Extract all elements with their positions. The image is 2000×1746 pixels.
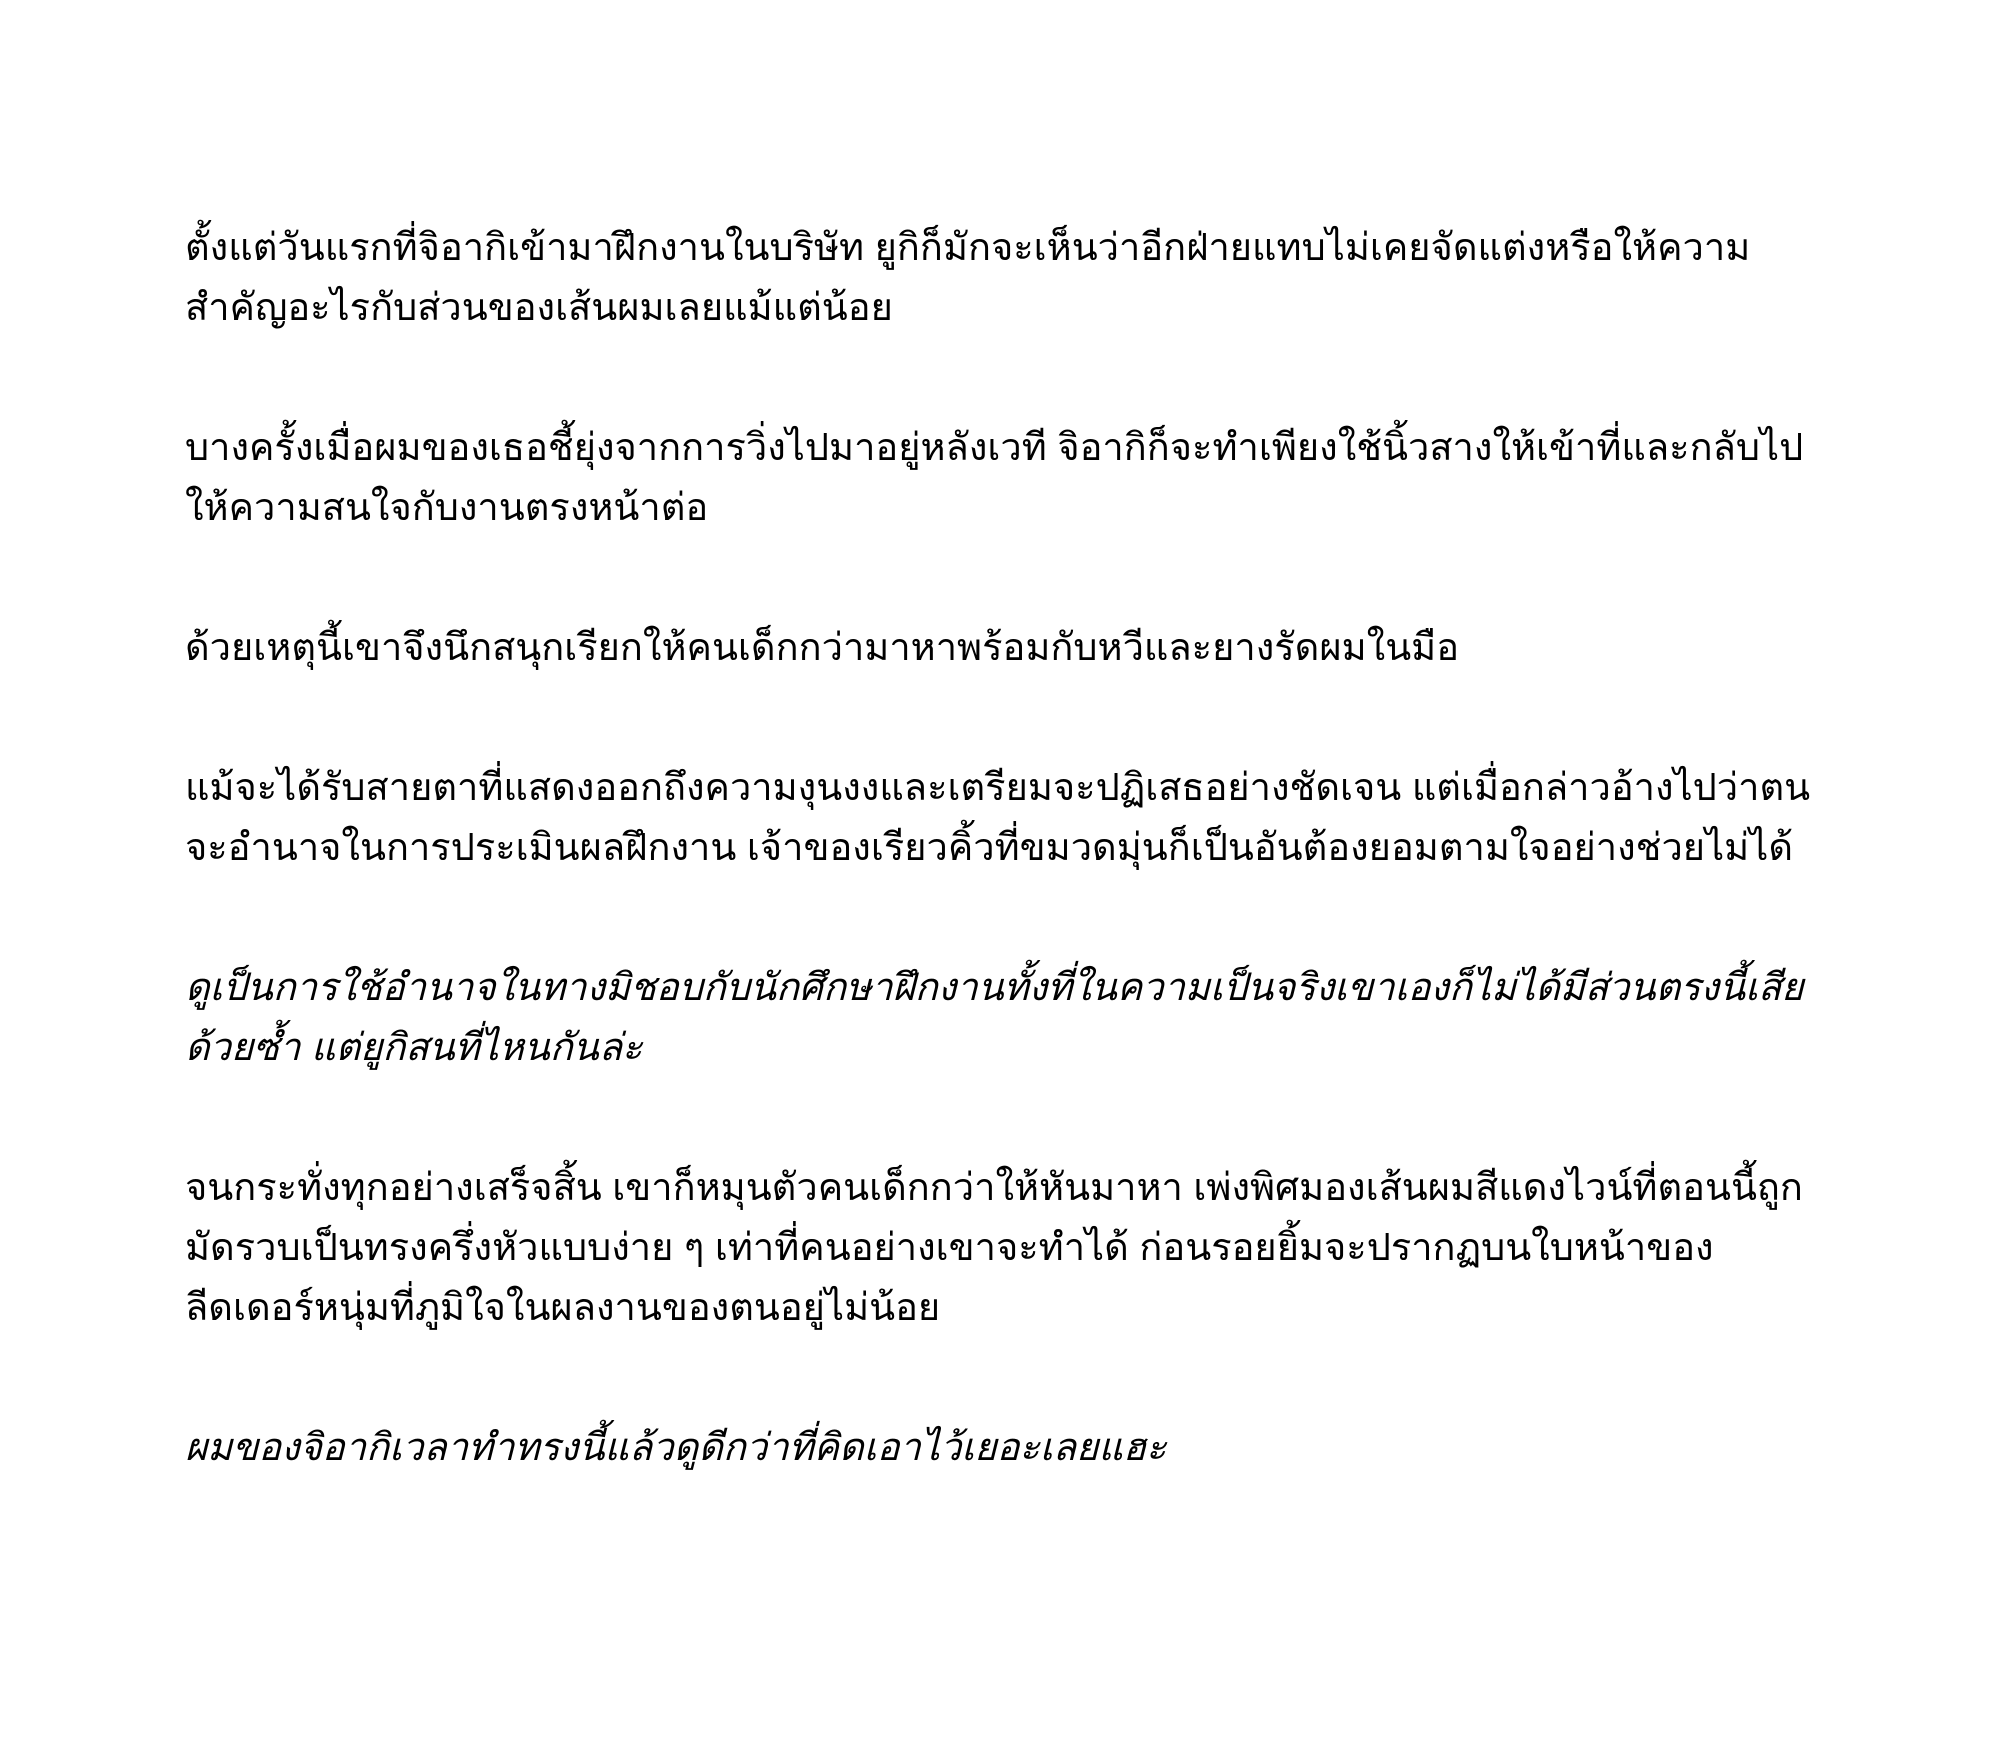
story-paragraph: ด้วยเหตุนี้เขาจึงนึกสนุกเรียกให้คนเด็กกว่ามาหาพร้อมกับหวีและยางรัดผมในมือ — [185, 627, 1460, 669]
story-paragraph: ตั้งแต่วันแรกที่จิอากิเข้ามาฝึกงานในบริษัท ยูกิก็มักจะเห็นว่าอีกฝ่ายแทบไม่เคยจัดแต่งหรือให้ความสำคัญอะไรกับส่วนของเส้นผมเลยแม้แต่น้อย — [185, 227, 1751, 329]
story-paragraph: บางครั้งเมื่อผมของเธอชี้ยุ่งจากการวิ่งไปมาอยู่หลังเวที จิอากิก็จะทำเพียงใช้นิ้วสางให้เข้าที่และกลับไปให้ความสนใจกับงานตรงหน้าต่อ — [185, 427, 1804, 529]
story-paragraph-italic: ดูเป็นการใช้อำนาจในทางมิชอบกับนักศึกษาฝึกงานทั้งที่ในความเป็นจริงเขาเองก็ไม่ได้มีส่วนตรงนี้เสียด้วยซ้ำ แต่ยูกิสนที่ไหนกันล่ะ — [185, 967, 1804, 1069]
story-paragraph-italic: ผมของจิอากิเวลาทำทรงนี้แล้วดูดีกว่าที่คิดเอาไว้เยอะเลยแฮะ — [185, 1427, 1167, 1469]
story-paragraph: จนกระทั่งทุกอย่างเสร็จสิ้น เขาก็หมุนตัวคนเด็กกว่าให้หันมาหา เพ่งพิศมองเส้นผมสีแดงไวน์ที่ตอนนี้ถูกมัดรวบเป็นทรงครึ่งหัวแบบง่าย ๆ เท่าที่คนอย่างเขาจะทำได้ ก่อนรอยยิ้มจะปรากฏบนใบหน้าของลีดเดอร์หนุ่มที่ภูมิใจในผลงานของตนอยู่ไม่น้อย — [185, 1167, 1803, 1329]
story-paragraph: แม้จะได้รับสายตาที่แสดงออกถึงความงุนงงและเตรียมจะปฏิเสธอย่างชัดเจน แต่เมื่อกล่าวอ้างไปว่าตนจะอำนาจในการประเมินผลฝึกงาน เจ้าของเรียวคิ้วที่ขมวดมุ่นก็เป็นอันต้องยอมตามใจอย่างช่วยไม่ได้ — [185, 767, 1811, 869]
